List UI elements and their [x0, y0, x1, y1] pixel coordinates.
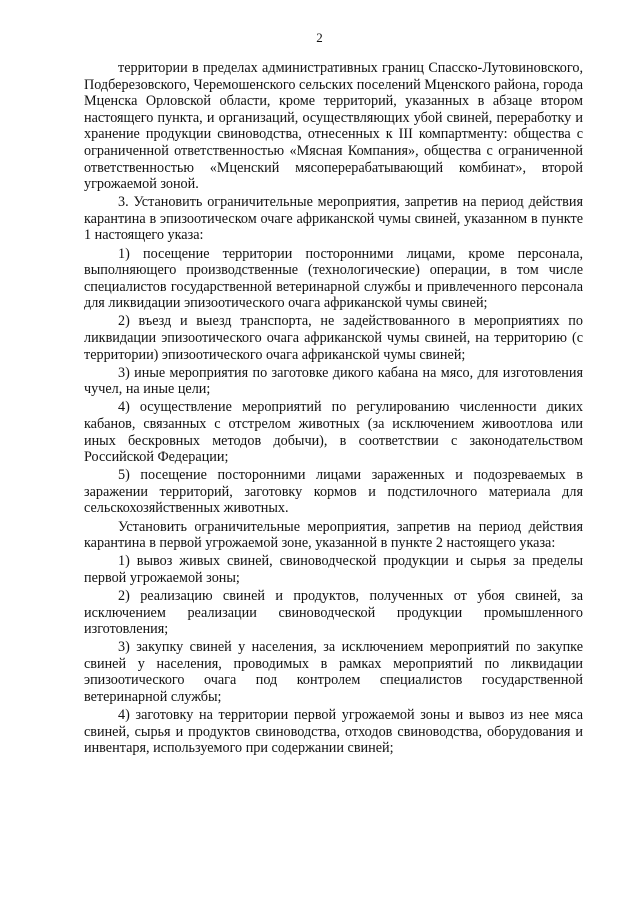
page-number: 2 — [316, 30, 323, 45]
list-item: 2) реализацию свиней и продуктов, полученных от убоя свиней, за исключением реализации свиноводческой продукции промышленного изготовления; — [84, 587, 583, 638]
list-item: 3) иные мероприятия по заготовке дикого кабана на мясо, для изготовления чучел, на иные цели; — [84, 364, 583, 398]
list-item: 2) въезд и выезд транспорта, не задействованного в мероприятиях по ликвидации эпизоотического очага африканской чумы свиней, на территорию (с территории) эпизоотического очага африканской чумы свиней; — [84, 313, 583, 363]
paragraph-first-zone: Установить ограничительные мероприятия, запретив на период действия карантина в первой угрожаемой зоне, указанной в пункте 2 настоящего указа: — [84, 518, 583, 552]
paragraph-item-3: 3. Установить ограничительные мероприятия, запретив на период действия карантина в эпизоотическом очаге африканской чумы свиней, указанном в пункте 1 настоящего указа: — [84, 194, 583, 244]
document-body — [84, 60, 583, 758]
list-item: 4) осуществление мероприятий по регулированию численности диких кабанов, связанных с отстрелом животных (за исключением живоотлова или иных бескровных методов добычи), в соответствии с законодательством Российской Федерации; — [84, 399, 583, 466]
paragraph-continuation: территории в пределах административных границ Спасско-Лутовиновского, Подберезовского, Черемошенского сельских поселений Мценского района, города Мценска Орловской области, кроме территорий, указанных в абзаце втором настоящего пункта, и организаций, осуществляющих убой свиней, переработку и хранение продукции свиноводства, отнесенных к III компартменту: общества с ограниченной ответственностью «Мясная Компания», общества с ограниченной ответственностью «Мценский мясоперерабатывающий комбинат», второй угрожаемой зоной. — [84, 60, 583, 193]
list-item: 1) вывоз живых свиней, свиноводческой продукции и сырья за пределы первой угрожаемой зоны; — [84, 553, 583, 586]
list-item: 1) посещение территории посторонними лицами, кроме персонала, выполняющего производственные (технологические) операции, в том числе специалистов государственной ветеринарной службы и привлеченного персонала для ликвидации эпизоотического очага африканской чумы свиней; — [84, 245, 583, 312]
list-item: 5) посещение посторонними лицами зараженных и подозреваемых в заражении территорий, заготовку кормов и подстилочного материала для сельскохозяйственных животных. — [84, 467, 583, 517]
list-item: 4) заготовку на территории первой угрожаемой зоны и вывоз из нее мяса свиней, сырья и продуктов свиноводства, отходов свиноводства, оборудования и инвентаря, используемого при содержании свиней; — [84, 707, 583, 757]
list-item: 3) закупку свиней у населения, за исключением мероприятий по закупке свиней у населения, проводимых в рамках мероприятий по ликвидации эпизоотического очага под контролем специалистов государственной ветеринарной службы; — [84, 639, 583, 705]
